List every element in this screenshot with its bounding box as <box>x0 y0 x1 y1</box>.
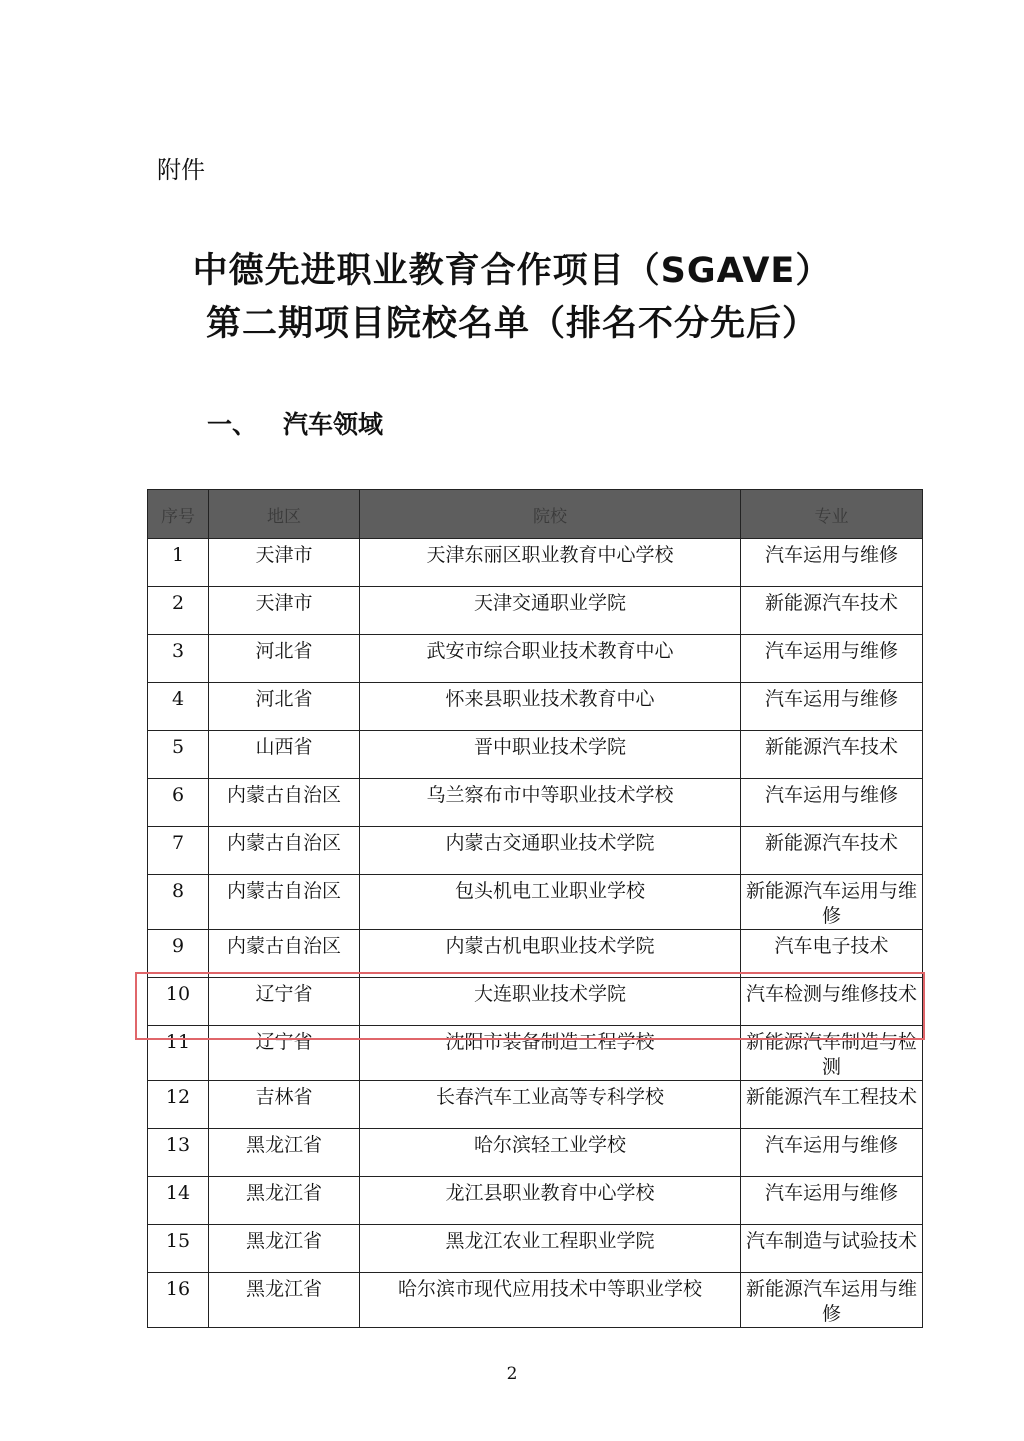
header-region: 地区 <box>209 490 360 539</box>
table-row <box>148 683 923 731</box>
cell-region: 内蒙古自治区 <box>209 779 360 827</box>
cell-region: 内蒙古自治区 <box>209 930 360 978</box>
cell-school: 天津东丽区职业教育中心学校 <box>360 539 741 587</box>
cell-no: 7 <box>148 827 209 875</box>
cell-major: 汽车电子技术 <box>741 930 923 978</box>
cell-school: 哈尔滨市现代应用技术中等职业学校 <box>360 1273 741 1328</box>
table-row <box>148 731 923 779</box>
cell-region: 黑龙江省 <box>209 1129 360 1177</box>
cell-major: 汽车运用与维修 <box>741 539 923 587</box>
header-school: 院校 <box>360 490 741 539</box>
table-row <box>148 635 923 683</box>
table-row <box>148 827 923 875</box>
cell-school: 长春汽车工业高等专科学校 <box>360 1081 741 1129</box>
cell-school: 天津交通职业学院 <box>360 587 741 635</box>
cell-school: 怀来县职业技术教育中心 <box>360 683 741 731</box>
cell-school: 哈尔滨轻工业学校 <box>360 1129 741 1177</box>
document-title-line1: 中德先进职业教育合作项目（SGAVE） <box>192 251 832 291</box>
table-row <box>148 587 923 635</box>
table-row <box>148 1177 923 1225</box>
cell-no: 3 <box>148 635 209 683</box>
cell-major: 汽车检测与维修技术 <box>741 978 923 1026</box>
cell-major: 汽车运用与维修 <box>741 683 923 731</box>
cell-major: 新能源汽车运用与维修 <box>741 1273 923 1328</box>
table-row <box>148 779 923 827</box>
cell-no: 12 <box>148 1081 209 1129</box>
cell-no: 16 <box>148 1273 209 1328</box>
cell-major: 新能源汽车技术 <box>741 731 923 779</box>
cell-major: 汽车制造与试验技术 <box>741 1225 923 1273</box>
cell-region: 内蒙古自治区 <box>209 827 360 875</box>
cell-no: 9 <box>148 930 209 978</box>
highlight-box <box>135 972 925 1040</box>
table-row <box>148 930 923 978</box>
header-no: 序号 <box>148 490 209 539</box>
cell-school: 晋中职业技术学院 <box>360 731 741 779</box>
cell-school: 武安市综合职业技术教育中心 <box>360 635 741 683</box>
cell-region: 吉林省 <box>209 1081 360 1129</box>
cell-major: 新能源汽车制造与检测 <box>741 1026 923 1081</box>
cell-region: 内蒙古自治区 <box>209 875 360 930</box>
cell-no: 4 <box>148 683 209 731</box>
cell-region: 黑龙江省 <box>209 1177 360 1225</box>
table-row <box>148 1129 923 1177</box>
cell-school: 包头机电工业职业学校 <box>360 875 741 930</box>
header-major: 专业 <box>741 490 923 539</box>
cell-major: 新能源汽车运用与维修 <box>741 875 923 930</box>
cell-no: 10 <box>148 978 209 1026</box>
cell-school: 沈阳市装备制造工程学校 <box>360 1026 741 1081</box>
cell-no: 15 <box>148 1225 209 1273</box>
page-number: 2 <box>506 1364 518 1384</box>
cell-region: 天津市 <box>209 587 360 635</box>
table-row <box>148 539 923 587</box>
cell-no: 8 <box>148 875 209 930</box>
cell-region: 山西省 <box>209 731 360 779</box>
cell-major: 汽车运用与维修 <box>741 779 923 827</box>
school-list-table <box>147 489 923 1328</box>
cell-major: 汽车运用与维修 <box>741 1177 923 1225</box>
cell-region: 辽宁省 <box>209 1026 360 1081</box>
cell-region: 天津市 <box>209 539 360 587</box>
cell-no: 13 <box>148 1129 209 1177</box>
cell-school: 黑龙江农业工程职业学院 <box>360 1225 741 1273</box>
cell-region: 辽宁省 <box>209 978 360 1026</box>
cell-major: 新能源汽车技术 <box>741 587 923 635</box>
cell-no: 14 <box>148 1177 209 1225</box>
cell-no: 1 <box>148 539 209 587</box>
cell-no: 2 <box>148 587 209 635</box>
section-number: 一、 <box>207 410 258 439</box>
table-row <box>148 1225 923 1273</box>
table-header-row <box>148 490 923 539</box>
cell-no: 5 <box>148 731 209 779</box>
section-label: 汽车领域 <box>283 410 384 439</box>
table-row <box>148 875 923 930</box>
cell-school: 乌兰察布市中等职业技术学校 <box>360 779 741 827</box>
cell-school: 内蒙古机电职业技术学院 <box>360 930 741 978</box>
cell-no: 6 <box>148 779 209 827</box>
cell-region: 黑龙江省 <box>209 1225 360 1273</box>
cell-major: 新能源汽车工程技术 <box>741 1081 923 1129</box>
cell-region: 黑龙江省 <box>209 1273 360 1328</box>
table-row <box>148 1081 923 1129</box>
table-row <box>148 1273 923 1328</box>
cell-no: 11 <box>148 1026 209 1081</box>
section-heading <box>207 405 383 441</box>
cell-major: 汽车运用与维修 <box>741 635 923 683</box>
cell-major: 新能源汽车技术 <box>741 827 923 875</box>
cell-school: 大连职业技术学院 <box>360 978 741 1026</box>
table-body <box>148 539 923 1328</box>
cell-major: 汽车运用与维修 <box>741 1129 923 1177</box>
cell-school: 内蒙古交通职业技术学院 <box>360 827 741 875</box>
cell-region: 河北省 <box>209 683 360 731</box>
document-title-line2: 第二期项目院校名单（排名不分先后） <box>205 304 818 344</box>
attachment-label: 附件 <box>157 156 205 184</box>
cell-school: 龙江县职业教育中心学校 <box>360 1177 741 1225</box>
cell-region: 河北省 <box>209 635 360 683</box>
